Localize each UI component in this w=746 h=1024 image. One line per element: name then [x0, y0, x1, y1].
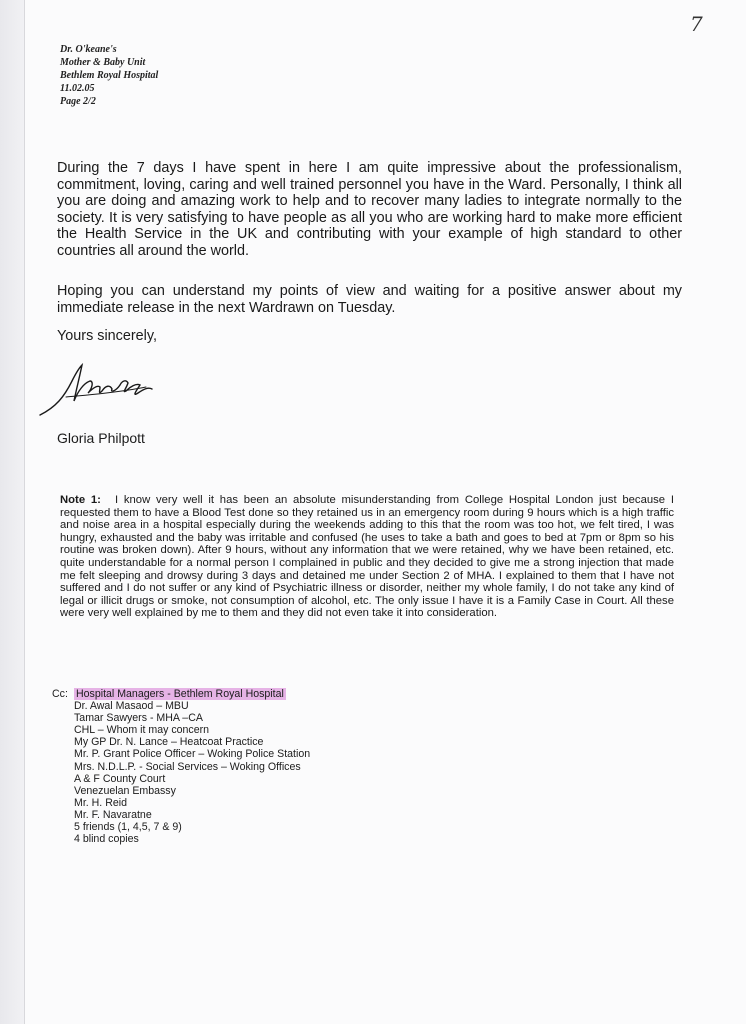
cc-recipient: 5 friends (1, 4,5, 7 & 9) [74, 821, 182, 834]
handwritten-page-number: 7 [690, 12, 703, 36]
cc-recipient-list [74, 688, 374, 845]
signature-image [36, 357, 166, 421]
page-edge [0, 0, 24, 1024]
cc-recipient: Mr. H. Reid [74, 796, 127, 809]
note-text: I know very well it has been an absolute misunderstanding from College Hospital London just because I requested them to have a Blood Test done so they retained us in an emergency room during 9 hours which is a high traffic and noise area in a hospital especially during the weekends adding to this that the room was too hot, we felt tired, I was hungry, exhausted and the baby was irritable and confused (he uses to take a bath and goes to bed at 7pm or 8pm so his routine was broken down). After 9 hours, without any information that we were retained, why we have been retained, etc. quite understandable for a normal person I complained in public and they decided to give me a strong injection that made me felt sleeping and drowsy during 3 days and detained me under Section 2 of MHA. I explained to them that I have not suffered and I do not suffer or any kind of Psychiatric illness or disorder, neither my whole family, I do not take any kind of legal or illicit drugs or smoke, not consumption of alcohol, etc. The only issue I have it is a Family Case in Court. All these were very well explained by me to them and they did not even take it into consideration. [60, 494, 674, 620]
header-line: Mother & Baby Unit [60, 57, 146, 68]
note-block [60, 494, 674, 620]
cc-recipient: A & F County Court [74, 772, 166, 785]
cc-prefix: Cc: [52, 688, 68, 700]
signer-name: Gloria Philpott [57, 430, 145, 446]
closing: Yours sincerely, [57, 328, 157, 344]
cc-recipient: Dr. Awal Masaod – MBU [74, 700, 189, 713]
cc-recipient: Tamar Sawyers - MHA –CA [74, 712, 203, 725]
note-label: Note 1: [60, 494, 101, 506]
cc-recipient: My GP Dr. N. Lance – Heatcoat Practice [74, 736, 264, 749]
header-line: Page 2/2 [60, 96, 96, 107]
cc-recipient: Mr. F. Navaratne [74, 808, 152, 821]
cc-recipient: 4 blind copies [74, 833, 139, 846]
cc-recipient: Venezuelan Embassy [74, 784, 176, 797]
cc-recipient: Mrs. N.D.L.P. - Social Services – Woking Offices [74, 760, 301, 773]
header-line: Dr. O'keane's [60, 44, 117, 55]
cc-recipient: Mr. P. Grant Police Officer – Woking Police Station [74, 748, 311, 761]
letter-header [60, 43, 158, 108]
header-line: 11.02.05 [60, 83, 95, 94]
body-paragraph-1: During the 7 days I have spent in here I am quite impressive about the professionalism, commitment, loving, caring and well trained personnel you have in the Ward. Personally, I think all you are doing and amazing work to help and to recover many ladies to integrate normally to the society. It is very satisfying to have people as all you who are working hard to make more efficient the Health Service in the UK and contributing with your example of high standard to other countries all around the world. [57, 160, 682, 259]
cc-recipient-highlighted: Hospital Managers - Bethlem Royal Hospital [76, 688, 284, 700]
body-paragraph-2: Hoping you can understand my points of view and waiting for a positive answer about my immediate release in the next Wardrawn on Tuesday. [57, 283, 682, 316]
cc-recipient: CHL – Whom it may concern [74, 724, 210, 737]
header-line: Bethlem Royal Hospital [60, 70, 159, 81]
